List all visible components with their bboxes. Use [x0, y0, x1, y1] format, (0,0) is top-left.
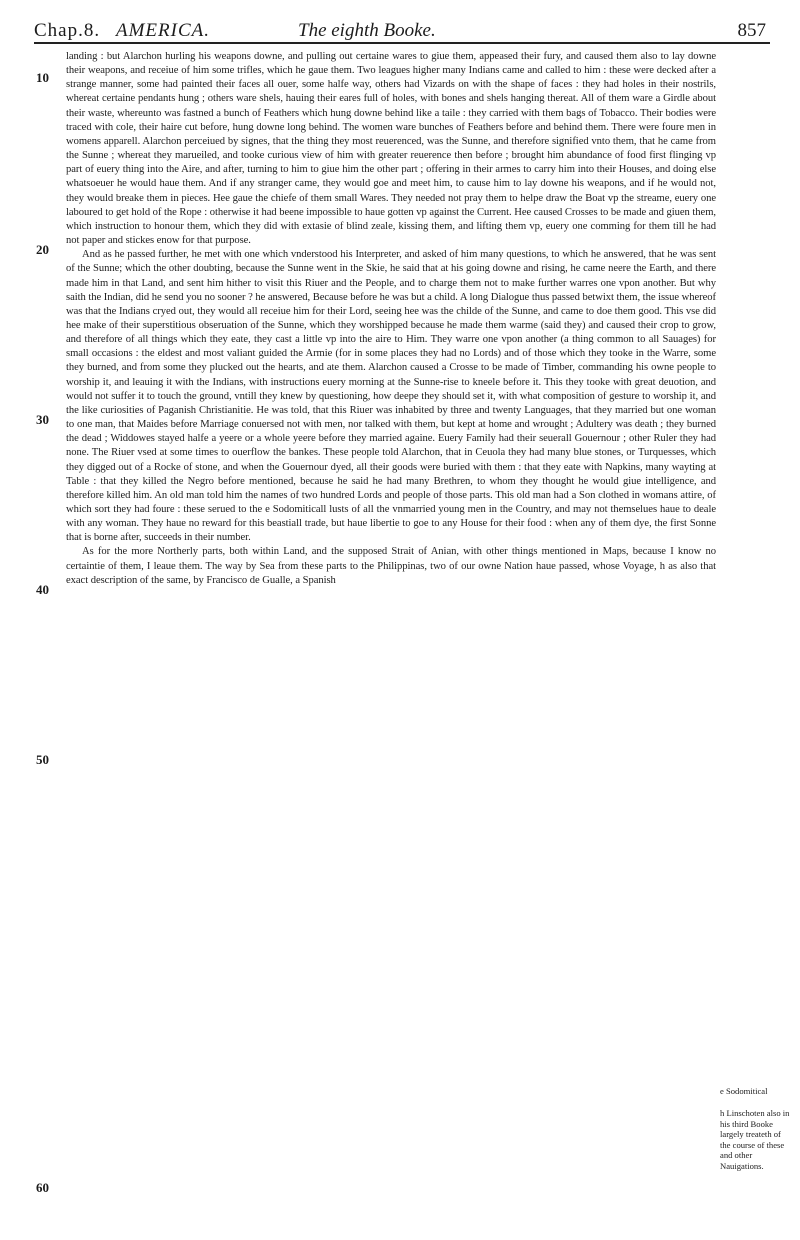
margin-note: h Linschoten also in his third Booke largely treateth of the course of these and other Nauigations. [720, 1108, 790, 1171]
line-number: 20 [36, 242, 49, 257]
body-text [66, 50, 716, 588]
line-number: 40 [36, 582, 49, 597]
page-number: 857 [737, 20, 766, 41]
line-number: 60 [36, 1180, 49, 1195]
paragraph: As for the more Northerly parts, both within Land, and the supposed Strait of Anian, with other things mentioned in Maps, because I know no certaintie of them, I leaue them. The way by Sea from these parts to the Philippinas, two of our owne Nation haue passed, whose Voyage, h as also that exact description of the same, by Francisco de Gualle, a Spanish [66, 546, 716, 586]
chapter-label: Chap.8. [34, 20, 101, 41]
line-number: 10 [36, 70, 49, 85]
book-subtitle: The eighth Booke. [298, 20, 436, 41]
line-number: 50 [36, 752, 49, 767]
line-number: 30 [36, 412, 49, 427]
paragraph: landing : but Alarchon hurling his weapons downe, and pulling out certaine wares to giue them, appeased their fury, and caused them also to lay downe their weapons, and receiue of him some trifles, which he gaue them. Two leagues higher many Indians came and called to him : these were decked after a strange manner, some had painted their faces all ouer, some halfe way, others had Vizards on with the shape of faces : they had holes in their nostrils, whereat certaine pendants hung ; others ware shels, hauing their eares full of holes, with bones and shels hanging thereat. All of them ware a Girdle about their waste, whereunto was fastned a bunch of Feathers which hung downe behind like a taile : they carried with them bags of Tobacco. Their bodies were traced with cole, their haire cut before, hung downe long behind. The women ware bunches of Feathers before and behind them. There were foure men in womens apparell. Alarchon perceiued by signes, that the thing they most reuerenced, was the Sunne, and therefore signified vnto them, that he came from the Sunne ; whereat they marueiled, and tooke curious view of him with greater reuerence then before ; brought him abundance of food first flinging vp part of euery thing into the Aire, and after, turning to him to giue him the other part ; offering in their armes to carry him into their Houses, and doing else whatsoeuer he would haue them. And if any stranger came, they would goe and meet him, to cause him to lay downe his weapons, and if he would not, they would breake them in pieces. Hee gaue the chiefe of them small Wares. They needed not pray them to helpe draw the Boat vp the streame, euery one laboured to get hold of the Rope : otherwise it had beene impossible to haue gotten vp against the Current. Hee caused Crosses to be made and giuen them, which instruction to honour them, which they did with extasie of blind zeale, kissing them, and lifting them vp, euery one comming for them till he had not paper and stickes enow for that purpose. [66, 51, 716, 247]
book-title: AMERICA. [116, 20, 211, 41]
paragraph: And as he passed further, he met with one which vnderstood his Interpreter, and asked of him many questions, to which he answered, that he was sent of the Sunne; which the other doubting, because the Sunne went in the Skie, he said that at his going downe and rising, he came neere the Earth, and there made him in that Land, and sent him hither to visit this Riuer and the People, and to charge them not to make further warres one vpon another. But why saith the Indian, did he send you no sooner ? he answered, Because before he was but a child. A long Dialogue thus passed betwixt them, the issue whereof was that the Indians cryed out, they would all receiue him for their Lord, seeing hee was the childe of the Sunne, and came to doe them good. This vse did hee make of their superstitious obseruation of the Sunne, which they worshipped because he made them warme (said they) and caused their crop to grow, and therefore of all things which they eate, they cast a little vp into the aire to Him. They warre one vpon another (a thing common to all Sauages) for small occasions : the eldest and most valiant guided the Armie (for in some places they had no Lords) and of those which they tooke in the Warre, some they burned, and from some they plucked out the hearts, and ate them. Alarchon caused a Crosse to be made of Timber, commanding his owne people to worship it, and leauing it with the Indians, with instructions euery morning at the Sunne-rise to kneele before it. This they tooke with great deuotion, and would not suffer it to touch the ground, vntill they knew by questioning, how deepe they should set it, with what composition of gesture to worship it, and the like curiosities of Paganish Christianitie. He was told, that this Riuer was inhabited by three and twenty Languages, that they married but one woman to one man, that Maides before Marriage conuersed not with men, nor talked with them, but kept at home and wrought ; Adultery was death ; they burned the dead ; Widdowes stayed halfe a yeere or a whole yeere before they married againe. Euery Family had their seuerall Gouernour ; other Ruler they had none. The Riuer vsed at some times to ouerflow the bankes. These people told Alarchon, that in Ceuola they had many blue stones, or Turquesses, which they digged out of a Rocke of stone, and when the Gouernour dyed, all their goods were buried with them : that they eate with Napkins, many wayting at Table : that they killed the Negro before mentioned, because he said he had many Brethren, to whom they thought he would giue intelligence, and therefore killed him. An old man told him the names of two hundred Lords and people of those parts. This old man had a Son clothed in womans attire, of which sort they had foure : these serued to the e Sodomiticall lusts of all the vnmarried young men in the Country, and may not themselues haue to deale with any woman. They haue no reward for this beastiall trade, but haue libertie to goe to any House for their food : when any of them dye, the first Sonne that is borne after, succeeds in their number. [66, 249, 716, 544]
margin-note: e Sodomitical [720, 1086, 768, 1096]
running-head [34, 18, 770, 44]
